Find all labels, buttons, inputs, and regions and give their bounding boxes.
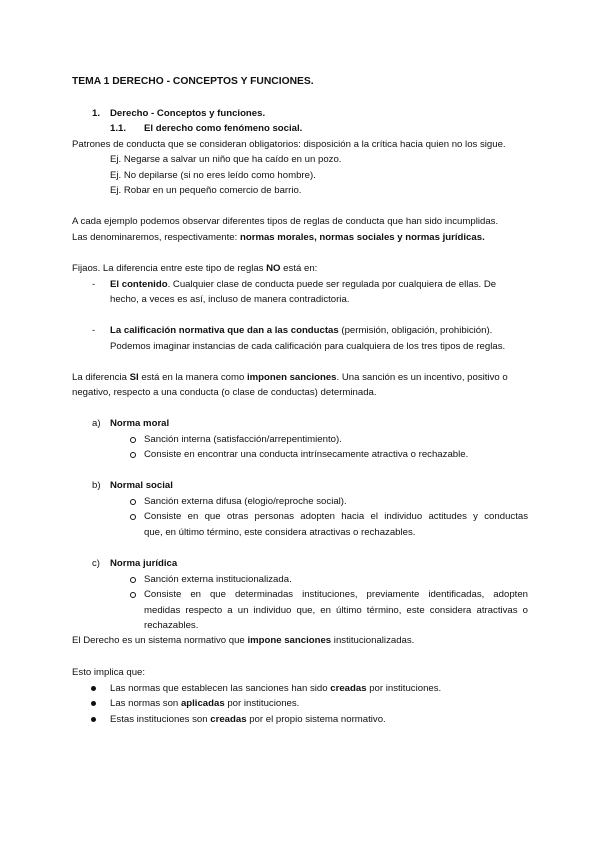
dash-marker: - <box>92 279 96 290</box>
circle-bullet-icon <box>130 514 136 520</box>
paragraph-implica: Esto implica que: <box>72 667 146 678</box>
circle-bullet-icon <box>130 577 136 583</box>
norma-juridica-heading: Norma jurídica <box>110 558 178 569</box>
dash-item-contenido-line2: hecho, a veces es así, incluso de manera contradictoria. <box>110 294 350 305</box>
dash-item-contenido-line1: El contenido. Cualquier clase de conducta puede ser regulada por cualquiera de ellas. De <box>110 279 497 290</box>
bullet-item: Las normas que establecen las sanciones han sido creadas por instituciones. <box>110 683 442 694</box>
paragraph-fijaos: Fijaos. La diferencia entre este tipo de reglas NO está en: <box>72 263 318 274</box>
list-item: Sanción externa difusa (elogio/reproche social). <box>144 496 347 507</box>
list-item-continuation: rechazables. <box>144 620 199 631</box>
bullet-item: Las normas son aplicadas por instituciones. <box>110 698 300 709</box>
circle-bullet-icon <box>130 437 136 443</box>
bullet-dot-icon <box>91 717 96 722</box>
list-label-a: a) <box>92 418 101 429</box>
paragraph-diferencia-line2: negativo, respecto a una conducta (o clase de conductas) determinada. <box>72 387 377 398</box>
bullet-dot-icon <box>91 686 96 691</box>
list-item: Consiste en que determinadas instituciones, previamente identificadas, adopten <box>144 589 528 600</box>
paragraph-diferencia-line1: La diferencia SI está en la manera como imponen sanciones. Una sanción es un incentivo, positivo o <box>72 372 508 383</box>
dash-item-calificacion-line2: Podemos imaginar instancias de cada calificación para cualquiera de los tres tipos de reglas. <box>110 341 506 352</box>
dash-item-calificacion-line1: La calificación normativa que dan a las conductas (permisión, obligación, prohibición). <box>110 325 493 336</box>
list-item: Consiste en que otras personas adopten hacia el individuo actitudes y conductas <box>144 511 528 522</box>
page-title: TEMA 1 DERECHO - CONCEPTOS Y FUNCIONES. <box>72 76 314 87</box>
list-label-c: c) <box>92 558 100 569</box>
list-item-continuation: que, en último término, este considera atractivas o rechazables. <box>144 527 416 538</box>
paragraph-patrones: Patrones de conducta que se consideran obligatorios: disposición a la crítica hacia quien no los sigue. <box>72 139 506 150</box>
list-item-continuation: medidas respecto a un individuo que, en último término, este considera atractivas o <box>144 605 528 616</box>
bullet-dot-icon <box>91 701 96 706</box>
paragraph-ejemplos-line2: Las denominaremos, respectivamente: normas morales, normas sociales y normas jurídicas. <box>72 232 485 243</box>
circle-bullet-icon <box>130 499 136 505</box>
example-item: Ej. Negarse a salvar un niño que ha caído en un pozo. <box>110 154 342 165</box>
example-item: Ej. No depilarse (si no eres leído como hombre). <box>110 170 316 181</box>
list-item: Consiste en encontrar una conducta intrínsecamente atractiva o rechazable. <box>144 449 469 460</box>
paragraph-derecho: El Derecho es un sistema normativo que impone sanciones institucionalizadas. <box>72 635 415 646</box>
list-item: Sanción interna (satisfacción/arrepentimiento). <box>144 434 342 445</box>
subsection-number: 1.1. <box>110 123 127 134</box>
example-item: Ej. Robar en un pequeño comercio de barrio. <box>110 185 302 196</box>
section-heading: Derecho - Conceptos y funciones. <box>110 108 266 119</box>
bullet-item: Estas instituciones son creadas por el propio sistema normativo. <box>110 714 386 725</box>
norma-social-heading: Normal social <box>110 480 173 491</box>
list-item: Sanción externa institucionalizada. <box>144 574 292 585</box>
norma-moral-heading: Norma moral <box>110 418 170 429</box>
circle-bullet-icon <box>130 592 136 598</box>
dash-marker: - <box>92 325 96 336</box>
section-number: 1. <box>92 108 101 119</box>
circle-bullet-icon <box>130 452 136 458</box>
subsection-heading: El derecho como fenómeno social. <box>144 123 303 134</box>
list-label-b: b) <box>92 480 101 491</box>
paragraph-ejemplos-line1: A cada ejemplo podemos observar diferentes tipos de reglas de conducta que han sido incumplidas. <box>72 216 499 227</box>
